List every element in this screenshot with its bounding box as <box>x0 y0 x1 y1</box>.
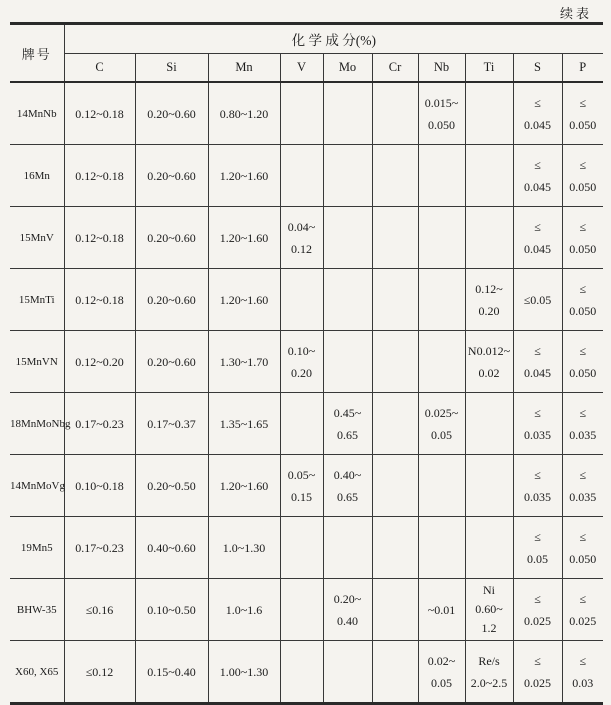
cell-Cr <box>372 269 418 331</box>
cell-V <box>280 579 323 641</box>
cell-value-line: 0.045 <box>524 365 551 380</box>
grade-cell: X60, X65 <box>10 641 64 704</box>
cell-value-line: ≤ <box>579 467 587 482</box>
cell-value-line: 0.050 <box>569 551 597 566</box>
cell-C <box>64 331 135 393</box>
cell-V <box>280 393 323 455</box>
cell-S <box>513 579 562 641</box>
cell-value-line: 1.30~1.70 <box>219 354 269 369</box>
cell-S <box>513 455 562 517</box>
chemical-composition-table <box>10 22 603 705</box>
cell-Ti <box>465 269 513 331</box>
cell-value-line: 0.10~0.50 <box>147 602 196 617</box>
cell-value-line: 0.15~0.40 <box>147 664 196 679</box>
cell-Nb <box>418 517 465 579</box>
cell-Nb <box>418 641 465 704</box>
cell-value-line: 0.05 <box>431 427 452 442</box>
table-row-18MnMoNbg <box>10 393 603 455</box>
cell-P <box>562 455 603 517</box>
cell-value-line: 0.050 <box>569 179 597 194</box>
element-header-P: P <box>562 54 603 83</box>
cell-value-line: 0.050 <box>569 303 597 318</box>
cell-Nb <box>418 269 465 331</box>
cell-Mo <box>323 393 372 455</box>
cell-Cr <box>372 207 418 269</box>
cell-value-line: ≤ <box>579 157 587 172</box>
cell-value-line: 0.12~0.18 <box>75 230 124 245</box>
cell-Mo <box>323 641 372 704</box>
cell-value-line: ≤ <box>534 591 541 606</box>
element-header-S: S <box>513 54 562 83</box>
cell-value-line: 2.0~2.5 <box>470 675 508 690</box>
header-row-elements <box>10 54 603 83</box>
cell-value-line: 0.15 <box>291 489 312 504</box>
table-row-16Mn <box>10 145 603 207</box>
cell-value-line: 0.035 <box>524 489 551 504</box>
cell-value-line: 0.015~ <box>424 95 459 110</box>
cell-value-line: ≤ <box>579 591 587 606</box>
cell-value-line: 0.045 <box>524 179 551 194</box>
cell-value-line: 0.17~0.37 <box>147 416 196 431</box>
cell-V <box>280 207 323 269</box>
cell-value-line: 0.20~ <box>333 591 362 606</box>
cell-P <box>562 517 603 579</box>
element-header-Mo: Mo <box>323 54 372 83</box>
cell-V <box>280 331 323 393</box>
cell-C <box>64 579 135 641</box>
cell-Mo <box>323 579 372 641</box>
cell-value-line: ≤ <box>534 467 541 482</box>
cell-S <box>513 641 562 704</box>
cell-value-line: 0.050 <box>569 241 597 256</box>
cell-Si <box>135 393 208 455</box>
cell-P <box>562 269 603 331</box>
cell-Cr <box>372 455 418 517</box>
table-row-14MnNb <box>10 82 603 145</box>
cell-C <box>64 269 135 331</box>
cell-S <box>513 145 562 207</box>
cell-Mn <box>208 82 280 145</box>
element-header-Cr: Cr <box>372 54 418 83</box>
cell-value-line: 1.20~1.60 <box>219 292 269 307</box>
cell-P <box>562 641 603 704</box>
cell-value-line: ≤ <box>534 405 541 420</box>
cell-C <box>64 517 135 579</box>
cell-Ti <box>465 82 513 145</box>
cell-value-line: ≤ <box>579 653 587 668</box>
cell-value-line: 0.20~0.50 <box>147 478 196 493</box>
cell-value-line: 0.65 <box>337 427 358 442</box>
cell-Nb <box>418 393 465 455</box>
cell-Ti <box>465 579 513 641</box>
cell-value-line: ≤ <box>579 219 587 234</box>
cell-value-line: 0.05 <box>431 675 452 690</box>
cell-Mn <box>208 579 280 641</box>
cell-Cr <box>372 579 418 641</box>
element-header-Si: Si <box>135 54 208 83</box>
cell-value-line: 0.04~ <box>287 219 316 234</box>
grade-cell: 14MnMoVg <box>10 455 64 517</box>
cell-value-line: 0.025 <box>524 675 551 690</box>
cell-P <box>562 331 603 393</box>
cell-value-line: 0.80~1.20 <box>219 106 269 121</box>
cell-value-line: 0.40 <box>337 613 358 628</box>
cell-value-line: 1.20~1.60 <box>219 168 269 183</box>
cell-value-line: 0.025 <box>524 613 551 628</box>
cell-Mn <box>208 145 280 207</box>
cell-C <box>64 455 135 517</box>
cell-value-line: 0.035 <box>524 427 551 442</box>
cell-Cr <box>372 641 418 704</box>
cell-V <box>280 455 323 517</box>
cell-value-line: ≤ <box>579 343 587 358</box>
cell-Ti <box>465 145 513 207</box>
cell-Mo <box>323 207 372 269</box>
cell-value-line: 0.40~0.60 <box>147 540 196 555</box>
cell-Ti <box>465 207 513 269</box>
cell-value-line: 0.20~0.60 <box>147 230 196 245</box>
cell-Si <box>135 269 208 331</box>
table-row-15MnV <box>10 207 603 269</box>
cell-S <box>513 269 562 331</box>
table-body <box>10 82 603 704</box>
cell-V <box>280 269 323 331</box>
cell-Cr <box>372 82 418 145</box>
cell-value-line: 1.2 <box>481 621 497 635</box>
cell-value-line: ≤0.05 <box>523 292 552 307</box>
cell-value-line: ≤ <box>579 95 587 110</box>
cell-value-line: 0.050 <box>569 117 597 132</box>
grade-cell: 14MnNb <box>10 82 64 145</box>
cell-value-line: 0.025~ <box>424 405 459 420</box>
cell-value-line: 0.03 <box>572 675 594 690</box>
cell-Nb <box>418 579 465 641</box>
cell-value-line: ≤0.16 <box>85 602 114 617</box>
cell-Cr <box>372 145 418 207</box>
cell-value-line: ≤ <box>579 281 587 296</box>
cell-S <box>513 207 562 269</box>
cell-value-line: 0.045 <box>524 117 551 132</box>
cell-S <box>513 393 562 455</box>
cell-P <box>562 82 603 145</box>
cell-value-line: 0.12 <box>291 241 312 256</box>
cell-P <box>562 207 603 269</box>
cell-Mn <box>208 207 280 269</box>
cell-value-line: 0.20 <box>478 303 500 318</box>
cell-Nb <box>418 207 465 269</box>
cell-value-line: 1.20~1.60 <box>219 230 269 245</box>
element-header-Mn: Mn <box>208 54 280 83</box>
cell-value-line: 0.65 <box>337 489 358 504</box>
cell-Ti <box>465 393 513 455</box>
cell-Mn <box>208 641 280 704</box>
cell-C <box>64 145 135 207</box>
cell-value-line: ≤ <box>534 529 541 544</box>
cell-value-line: 0.12~0.18 <box>75 168 124 183</box>
cell-C <box>64 393 135 455</box>
cell-value-line: N0.012~ <box>467 343 511 358</box>
cell-Nb <box>418 455 465 517</box>
cell-V <box>280 145 323 207</box>
cell-Si <box>135 331 208 393</box>
cell-Mo <box>323 82 372 145</box>
cell-value-line: ≤ <box>579 529 587 544</box>
cell-V <box>280 517 323 579</box>
table-header <box>10 24 603 83</box>
cell-value-line: 0.12~0.18 <box>75 106 124 121</box>
element-header-V: V <box>280 54 323 83</box>
cell-value-line: 1.0~1.30 <box>222 540 266 555</box>
cell-value-line: 1.0~1.6 <box>225 602 263 617</box>
cell-Cr <box>372 393 418 455</box>
cell-C <box>64 207 135 269</box>
header-row-composition <box>10 24 603 54</box>
cell-P <box>562 393 603 455</box>
cell-Mn <box>208 393 280 455</box>
cell-value-line: 0.10~0.18 <box>75 478 124 493</box>
cell-value-line: ≤ <box>534 343 541 358</box>
cell-value-line: 0.20~0.60 <box>147 292 196 307</box>
table-row-15MnTi <box>10 269 603 331</box>
cell-Mo <box>323 455 372 517</box>
cell-value-line: 0.45~ <box>333 405 362 420</box>
cell-value-line: 0.045 <box>524 241 551 256</box>
table-row-14MnMoVg <box>10 455 603 517</box>
cell-Nb <box>418 331 465 393</box>
cell-value-line: 0.17~0.23 <box>75 416 124 431</box>
cell-Cr <box>372 331 418 393</box>
cell-Ti <box>465 517 513 579</box>
grade-column-header: 牌号 <box>10 24 64 83</box>
cell-C <box>64 82 135 145</box>
table-row-X60, X65 <box>10 641 603 704</box>
element-header-C: C <box>64 54 135 83</box>
cell-value-line: 0.20 <box>291 365 312 380</box>
grade-cell: 19Mn5 <box>10 517 64 579</box>
cell-S <box>513 517 562 579</box>
cell-Mn <box>208 331 280 393</box>
cell-Si <box>135 517 208 579</box>
cell-value-line: 0.050 <box>428 117 455 132</box>
cell-Si <box>135 207 208 269</box>
grade-cell: 15MnVN <box>10 331 64 393</box>
grade-cell: BHW-35 <box>10 579 64 641</box>
cell-value-line: Re/s <box>478 653 500 668</box>
composition-span-header: 化 学 成 分(%) <box>64 24 603 54</box>
cell-value-line: 0.12~0.20 <box>75 354 124 369</box>
grade-cell: 18MnMoNbg <box>10 393 64 455</box>
cell-value-line: 0.17~0.23 <box>75 540 124 555</box>
cell-value-line: 0.20~0.60 <box>147 354 196 369</box>
cell-Ti <box>465 455 513 517</box>
grade-cell: 16Mn <box>10 145 64 207</box>
cell-S <box>513 331 562 393</box>
cell-Si <box>135 82 208 145</box>
cell-value-line: 0.20~0.60 <box>147 168 196 183</box>
cell-value-line: 0.12~0.18 <box>75 292 124 307</box>
cell-P <box>562 579 603 641</box>
cell-Mo <box>323 517 372 579</box>
cell-Ti <box>465 331 513 393</box>
cell-value-line: 0.10~ <box>287 343 316 358</box>
cell-value-line: 1.20~1.60 <box>219 478 269 493</box>
table-row-15MnVN <box>10 331 603 393</box>
cell-value-line: 0.02 <box>478 365 500 380</box>
cell-V <box>280 82 323 145</box>
cell-value-line: 0.02~ <box>427 653 456 668</box>
cell-value-line: 0.035 <box>569 427 597 442</box>
cell-Mn <box>208 269 280 331</box>
cell-value-line: ≤ <box>534 653 541 668</box>
cell-Mn <box>208 517 280 579</box>
cell-Cr <box>372 517 418 579</box>
cell-value-line: ≤0.12 <box>85 664 114 679</box>
cell-value-line: 0.20~0.60 <box>147 106 196 121</box>
cell-P <box>562 145 603 207</box>
cell-value-line: ~0.01 <box>427 602 456 617</box>
cell-V <box>280 641 323 704</box>
cell-value-line: 1.00~1.30 <box>219 664 269 679</box>
cell-value-line: Ni <box>483 583 495 597</box>
cell-value-line: 0.05 <box>527 551 548 566</box>
cell-value-line: 0.025 <box>569 613 597 628</box>
cell-value-line: 0.40~ <box>333 467 362 482</box>
cell-Mn <box>208 455 280 517</box>
cell-value-line: 0.050 <box>569 365 597 380</box>
cell-Mo <box>323 331 372 393</box>
cell-Si <box>135 145 208 207</box>
cell-value-line: 0.05~ <box>287 467 316 482</box>
cell-value-line: ≤ <box>534 219 541 234</box>
cell-S <box>513 82 562 145</box>
cell-C <box>64 641 135 704</box>
cell-Si <box>135 641 208 704</box>
cell-Nb <box>418 145 465 207</box>
cell-Nb <box>418 82 465 145</box>
grade-cell: 15MnTi <box>10 269 64 331</box>
cell-value-line: ≤ <box>579 405 587 420</box>
grade-cell: 15MnV <box>10 207 64 269</box>
cell-Mo <box>323 269 372 331</box>
cell-value-line: ≤ <box>534 157 541 172</box>
cell-Si <box>135 455 208 517</box>
element-header-Ti: Ti <box>465 54 513 83</box>
element-header-Nb: Nb <box>418 54 465 83</box>
cell-value-line: 0.035 <box>569 489 597 504</box>
cell-value-line: 0.60~ <box>475 602 503 616</box>
cell-Si <box>135 579 208 641</box>
cell-value-line: 0.12~ <box>475 281 503 296</box>
cell-value-line: ≤ <box>534 95 541 110</box>
continued-table-label: 续表 <box>559 6 592 21</box>
cell-Ti <box>465 641 513 704</box>
table-row-19Mn5 <box>10 517 603 579</box>
table-row-BHW-35 <box>10 579 603 641</box>
cell-value-line: 1.35~1.65 <box>219 416 269 431</box>
cell-Mo <box>323 145 372 207</box>
